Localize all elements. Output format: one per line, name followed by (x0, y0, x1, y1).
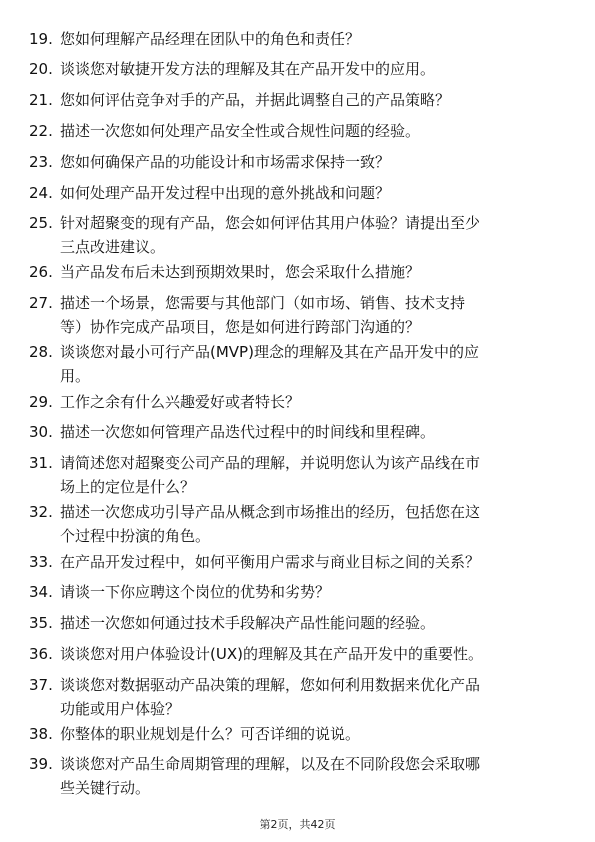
question-text-line: 针对超聚变的现有产品，您会如何评估其用户体验？请提出至少 (60, 214, 481, 232)
question-item (29, 28, 559, 51)
question-text (60, 292, 559, 339)
question-number: 37. (29, 676, 53, 694)
question-text-line: 等）协作完成产品项目，您是如何进行跨部门沟通的？ (60, 318, 421, 336)
question-number: 20. (29, 60, 53, 78)
question-text (60, 58, 559, 81)
question-text-line: 谈谈您对数据驱动产品决策的理解，您如何利用数据来优化产品 (60, 676, 481, 694)
question-text-line: 如何处理产品开发过程中出现的意外挑战和问题？ (60, 184, 391, 202)
question-text-line: 您如何评估竞争对手的产品，并据此调整自己的产品策略？ (60, 91, 451, 109)
question-number: 34. (29, 583, 53, 601)
question-text-line: 请谈一下你应聘这个岗位的优势和劣势？ (60, 583, 331, 601)
question-text-line: 个过程中扮演的角色。 (60, 527, 211, 545)
question-number: 25. (29, 214, 53, 232)
question-item (29, 643, 559, 666)
question-text (60, 581, 559, 604)
question-text-line: 谈谈您对最小可行产品(MVP)理念的理解及其在产品开发中的应 (60, 343, 479, 361)
question-item (29, 341, 559, 388)
question-item (29, 421, 559, 444)
question-item (29, 581, 559, 604)
question-text (60, 391, 559, 414)
question-item (29, 182, 559, 205)
question-text-line: 描述一次您如何处理产品安全性或合规性问题的经验。 (60, 122, 421, 140)
question-item (29, 58, 559, 81)
question-text-line: 描述一次您如何通过技术手段解决产品性能问题的经验。 (60, 614, 436, 632)
question-number: 22. (29, 122, 53, 140)
question-item (29, 501, 559, 548)
question-text-line: 谈谈您对产品生命周期管理的理解，以及在不同阶段您会采取哪 (60, 755, 481, 773)
question-text-line: 描述一个场景，您需要与其他部门（如市场、销售、技术支持 (60, 294, 466, 312)
question-text (60, 212, 559, 259)
question-text (60, 120, 559, 143)
question-text (60, 89, 559, 112)
question-text-line: 描述一次您成功引导产品从概念到市场推出的经历，包括您在这 (60, 503, 481, 521)
question-text (60, 421, 559, 444)
question-item (29, 391, 559, 414)
question-text (60, 753, 559, 800)
question-text (60, 723, 559, 746)
question-text-line: 您如何理解产品经理在团队中的角色和责任？ (60, 30, 361, 48)
question-item (29, 261, 559, 284)
question-text-line: 你整体的职业规划是什么？可否详细的说说。 (60, 725, 361, 743)
question-text-line: 描述一次您如何管理产品迭代过程中的时间线和里程碑。 (60, 423, 436, 441)
question-text-line: 用。 (60, 367, 91, 385)
question-item (29, 723, 559, 746)
question-text (60, 551, 559, 574)
question-number: 24. (29, 184, 53, 202)
question-text-line: 谈谈您对敏捷开发方法的理解及其在产品开发中的应用。 (60, 60, 436, 78)
question-text (60, 452, 559, 499)
question-item (29, 612, 559, 635)
question-text (60, 28, 559, 51)
question-number: 33. (29, 553, 53, 571)
question-number: 35. (29, 614, 53, 632)
question-number: 19. (29, 30, 53, 48)
question-number: 28. (29, 343, 53, 361)
question-number: 32. (29, 503, 53, 521)
question-text-line: 请简述您对超聚变公司产品的理解，并说明您认为该产品线在市 (60, 454, 481, 472)
question-number: 38. (29, 725, 53, 743)
question-item (29, 674, 559, 721)
question-text-line: 当产品发布后未达到预期效果时，您会采取什么措施？ (60, 263, 421, 281)
question-text-line: 三点改进建议。 (60, 238, 166, 256)
question-text (60, 501, 559, 548)
question-number: 39. (29, 755, 53, 773)
question-item (29, 551, 559, 574)
question-number: 26. (29, 263, 53, 281)
question-text-line: 您如何确保产品的功能设计和市场需求保持一致？ (60, 153, 391, 171)
question-text (60, 674, 559, 721)
question-item (29, 452, 559, 499)
question-number: 30. (29, 423, 53, 441)
question-text-line: 场上的定位是什么？ (60, 478, 196, 496)
question-text-line: 谈谈您对用户体验设计(UX)的理解及其在产品开发中的重要性。 (60, 645, 483, 663)
question-item (29, 753, 559, 800)
question-text-line: 功能或用户体验？ (60, 700, 181, 718)
question-text-line: 工作之余有什么兴趣爱好或者特长？ (60, 393, 301, 411)
question-text (60, 261, 559, 284)
question-item (29, 120, 559, 143)
question-number: 23. (29, 153, 53, 171)
question-number: 36. (29, 645, 53, 663)
question-text (60, 182, 559, 205)
question-text-line: 些关键行动。 (60, 779, 151, 797)
question-number: 21. (29, 91, 53, 109)
question-item (29, 212, 559, 259)
question-text (60, 341, 559, 388)
question-text (60, 643, 559, 666)
question-text (60, 612, 559, 635)
question-number: 27. (29, 294, 53, 312)
question-number: 31. (29, 454, 53, 472)
question-item (29, 89, 559, 112)
question-text (60, 151, 559, 174)
question-number: 29. (29, 393, 53, 411)
question-item (29, 292, 559, 339)
question-item (29, 151, 559, 174)
question-text-line: 在产品开发过程中，如何平衡用户需求与商业目标之间的关系？ (60, 553, 481, 571)
page-footer: 第2页，共42页 (259, 818, 336, 831)
